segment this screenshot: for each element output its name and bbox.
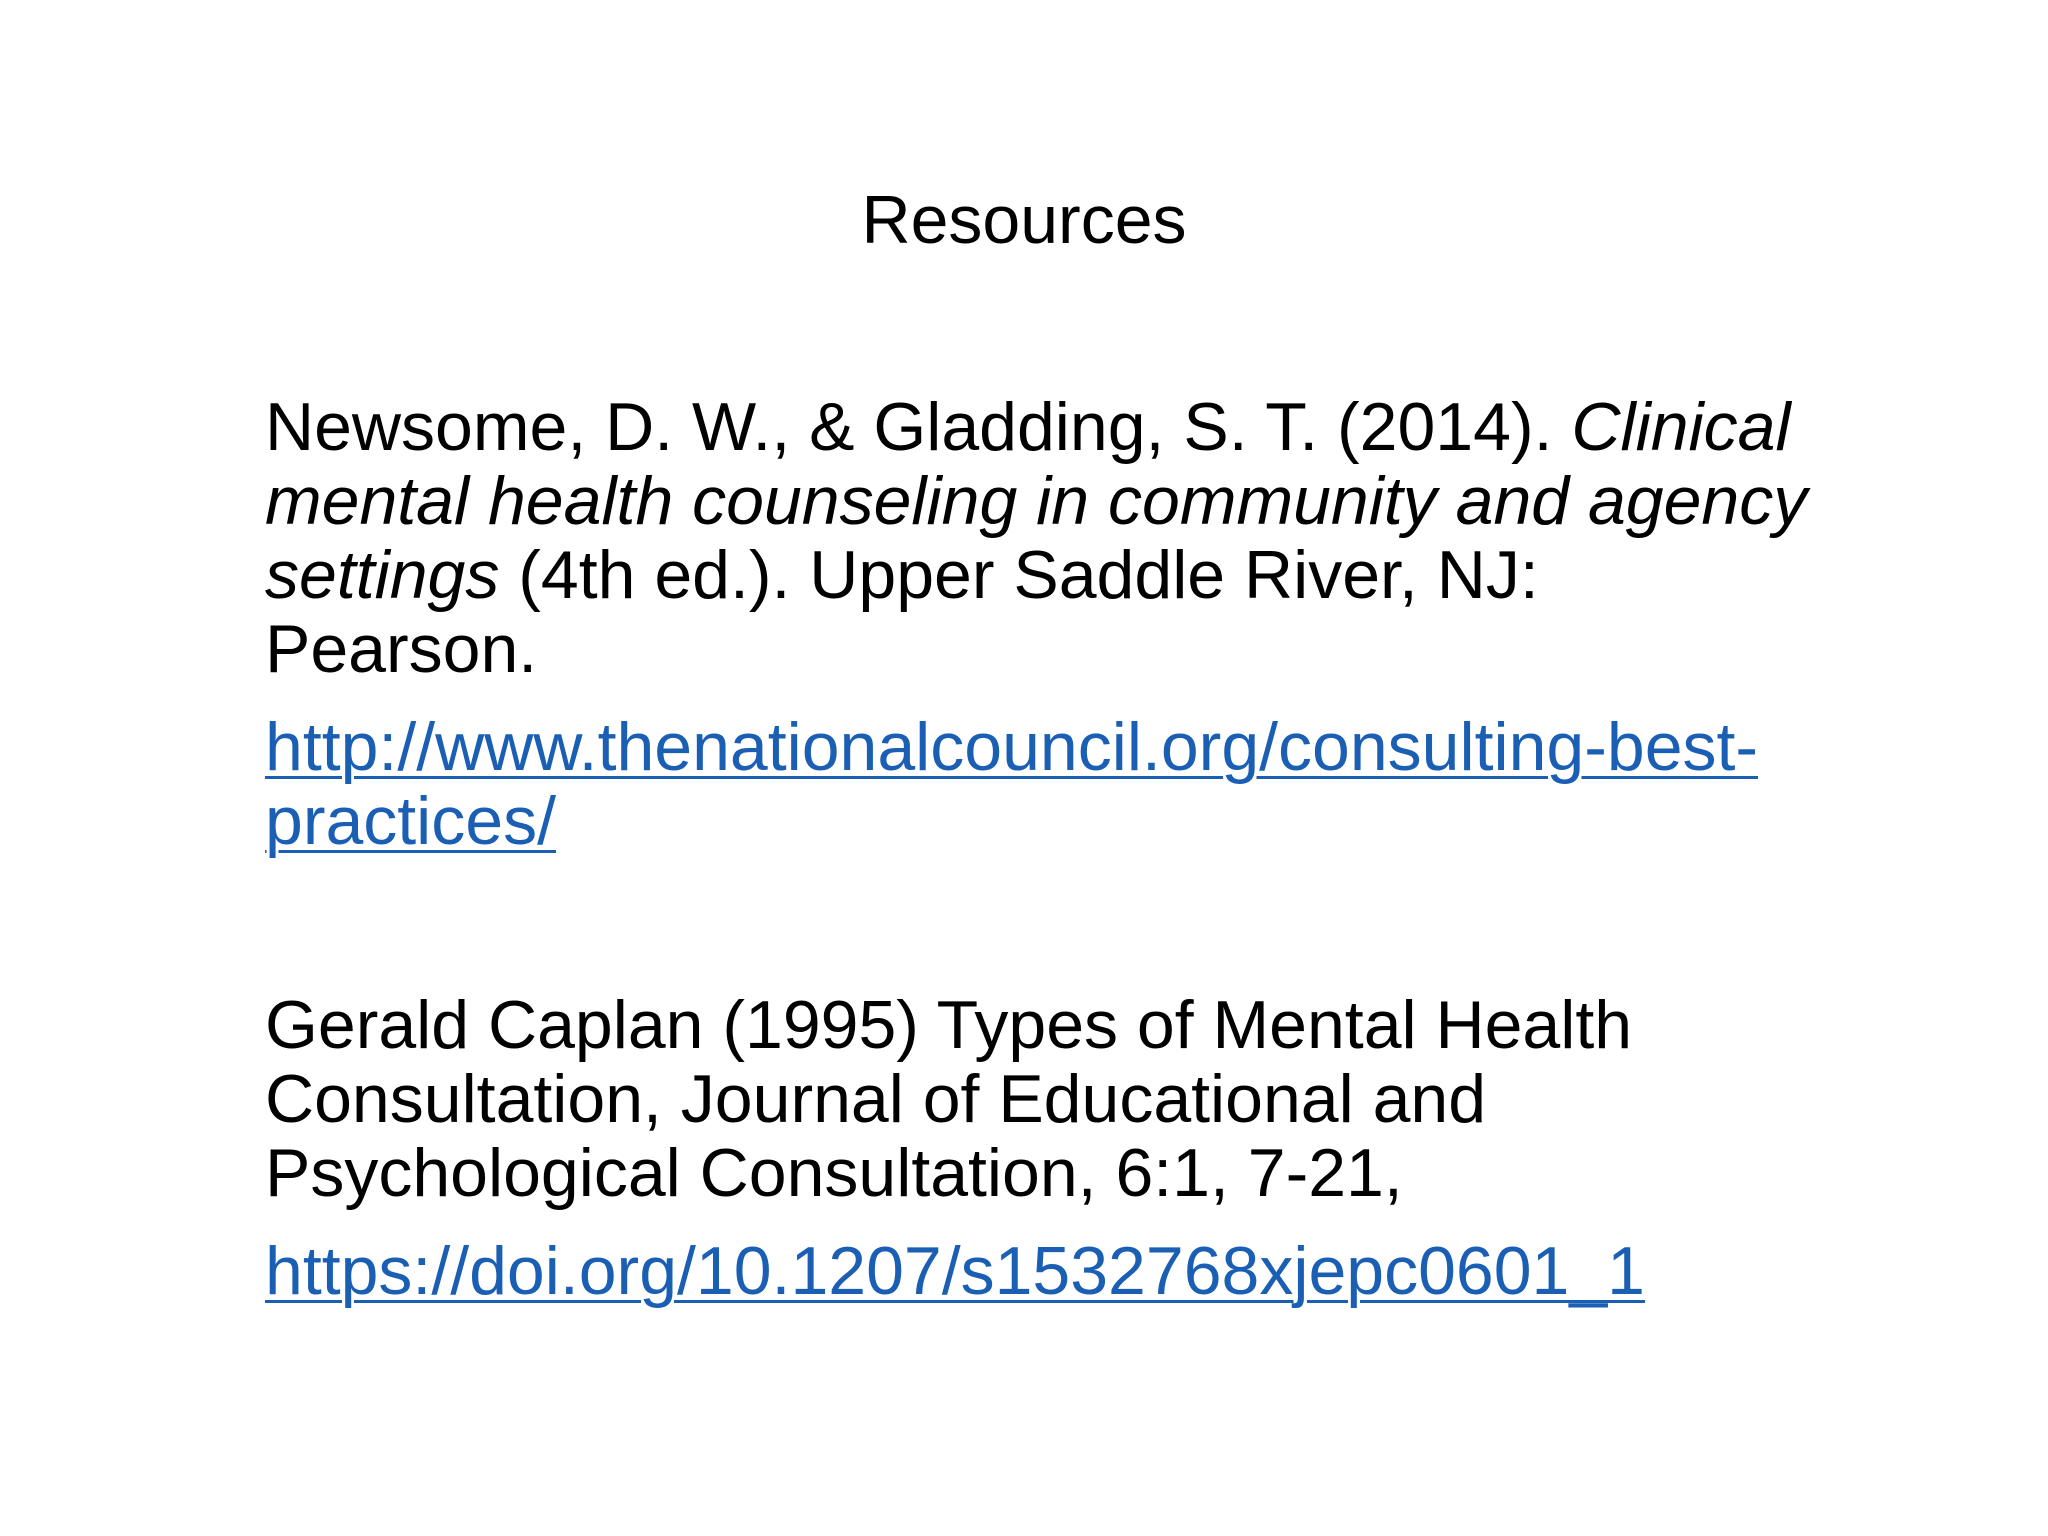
reference-caplan <box>265 988 1885 1210</box>
reference-edition-publisher: (4th ed.). Upper Saddle River, NJ: <box>499 537 1539 613</box>
reference-national-council <box>265 710 1885 858</box>
reference-authors-year: Newsome, D. W., & Gladding, S. T. (2014). <box>265 389 1572 465</box>
caplan-line1: Gerald Caplan (1995) Types of Mental Health <box>265 987 1633 1063</box>
doi-link[interactable]: https://doi.org/10.1207/s1532768xjepc0601_1 <box>265 1233 1645 1309</box>
national-council-link-line2[interactable]: practices/ <box>265 783 556 859</box>
national-council-link-line1[interactable]: http://www.thenationalcouncil.org/consulting-best- <box>265 709 1759 785</box>
national-council-link[interactable] <box>265 709 1758 859</box>
references-list <box>265 390 1885 1308</box>
reference-publisher: Pearson. <box>265 611 538 687</box>
reference-doi <box>265 1234 1885 1308</box>
caplan-line3: Psychological Consultation, 6:1, 7-21, <box>265 1135 1403 1211</box>
slide-title: Resources <box>861 182 1187 258</box>
reference-book-title: Clinical mental health counseling in community and agency settings <box>265 389 1808 613</box>
caplan-line2: Consultation, Journal of Educational and <box>265 1061 1487 1137</box>
reference-newsome <box>265 390 1885 686</box>
